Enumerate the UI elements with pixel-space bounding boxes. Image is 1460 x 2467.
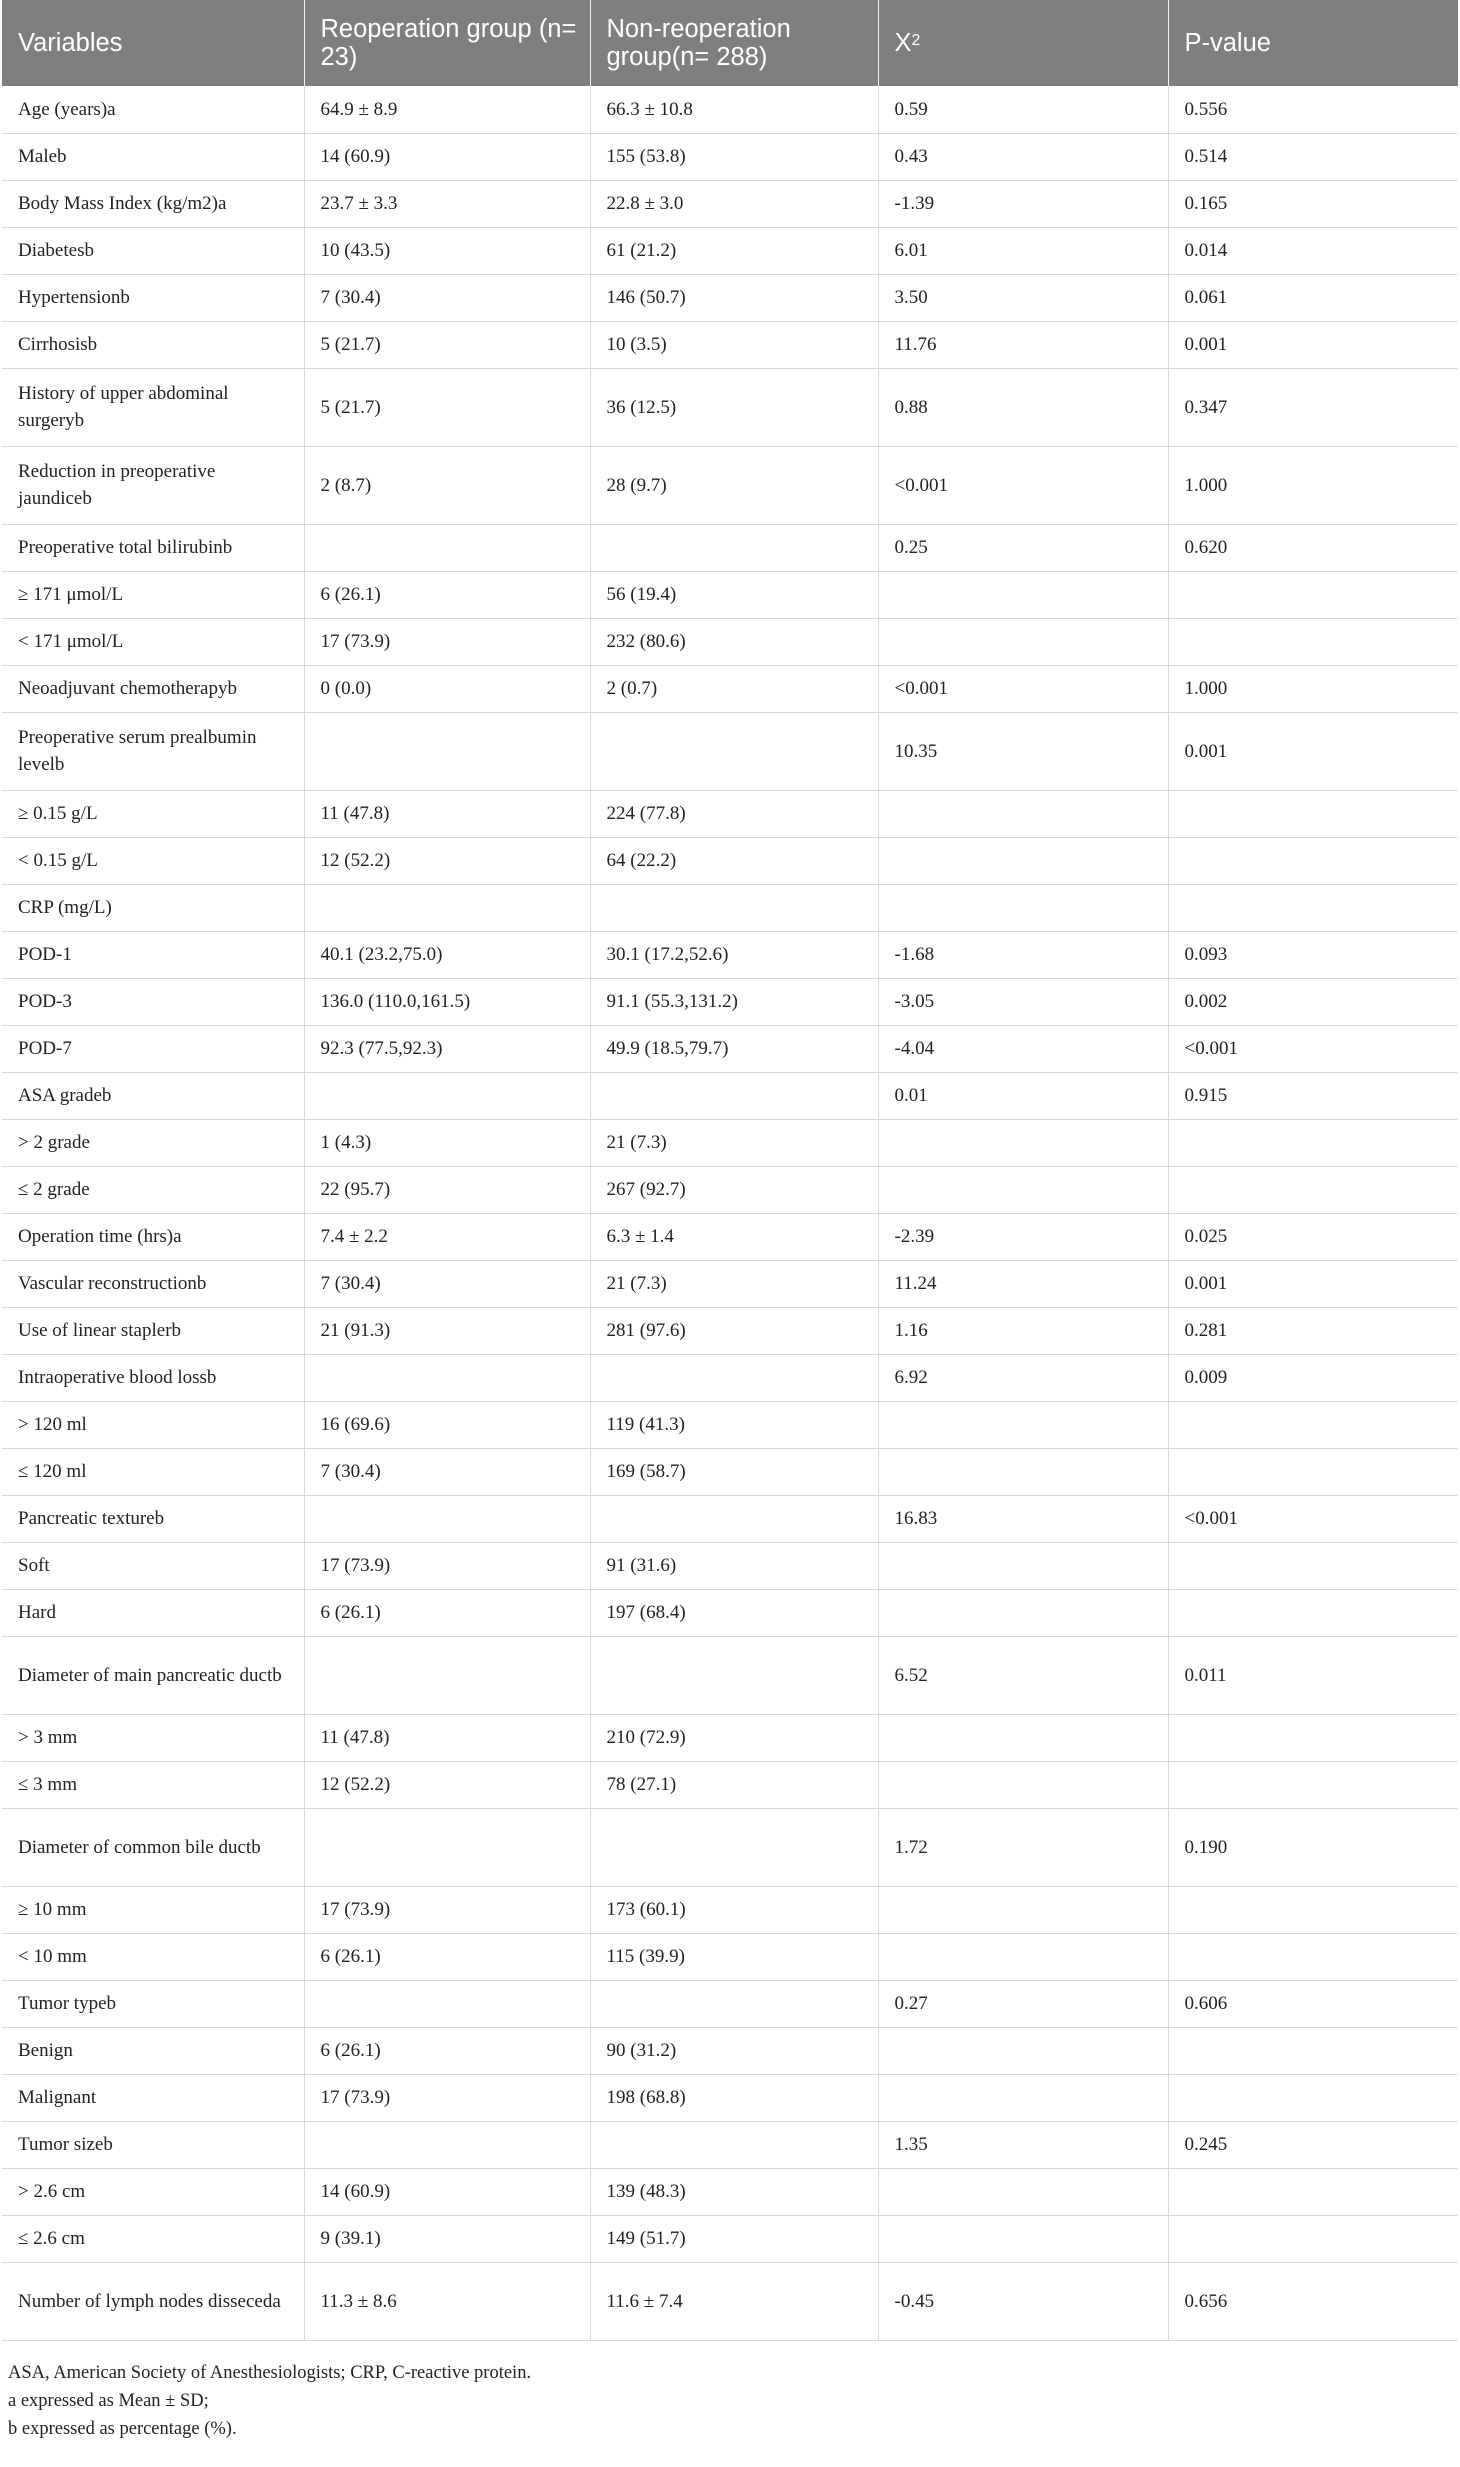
table-row <box>2 665 1458 712</box>
reoperation-cell: 136.0 (110.0,161.5) <box>304 978 590 1025</box>
table-row <box>2 133 1458 180</box>
p-value-cell: 0.165 <box>1168 180 1458 227</box>
p-value-cell <box>1168 1542 1458 1589</box>
non-reoperation-cell <box>590 2121 878 2168</box>
chi-square-cell <box>878 2027 1168 2074</box>
reoperation-cell: 17 (73.9) <box>304 2074 590 2121</box>
reoperation-cell: 1 (4.3) <box>304 1119 590 1166</box>
non-reoperation-cell: 281 (97.6) <box>590 1307 878 1354</box>
non-reoperation-cell: 267 (92.7) <box>590 1166 878 1213</box>
chi-square-cell <box>878 2168 1168 2215</box>
table-row <box>2 1542 1458 1589</box>
variable-cell: Hard <box>2 1589 304 1636</box>
table-row <box>2 790 1458 837</box>
header-chi-square <box>878 0 1168 86</box>
variable-cell: Number of lymph nodes disseceda <box>2 2262 304 2340</box>
chi-square-cell: 0.27 <box>878 1980 1168 2027</box>
table-row <box>2 86 1458 133</box>
table-row <box>2 321 1458 368</box>
non-reoperation-cell: 173 (60.1) <box>590 1886 878 1933</box>
table-row <box>2 1260 1458 1307</box>
p-value-cell: 0.514 <box>1168 133 1458 180</box>
chi-square-cell <box>878 1933 1168 1980</box>
variable-cell: < 10 mm <box>2 1933 304 1980</box>
reoperation-cell: 14 (60.9) <box>304 2168 590 2215</box>
variable-cell: Malignant <box>2 2074 304 2121</box>
variable-cell: ≤ 2 grade <box>2 1166 304 1213</box>
p-value-cell: 1.000 <box>1168 665 1458 712</box>
variable-cell: Soft <box>2 1542 304 1589</box>
p-value-cell <box>1168 2168 1458 2215</box>
table-row <box>2 274 1458 321</box>
table-row <box>2 618 1458 665</box>
non-reoperation-cell <box>590 524 878 571</box>
reoperation-cell: 11.3 ± 8.6 <box>304 2262 590 2340</box>
variable-cell: Pancreatic textureb <box>2 1495 304 1542</box>
header-p-value: P-value <box>1168 0 1458 86</box>
chi-square-cell <box>878 837 1168 884</box>
chi-square-cell: 0.88 <box>878 368 1168 446</box>
non-reoperation-cell: 91.1 (55.3,131.2) <box>590 978 878 1025</box>
p-value-cell: 0.061 <box>1168 274 1458 321</box>
non-reoperation-cell: 90 (31.2) <box>590 2027 878 2074</box>
non-reoperation-cell <box>590 1636 878 1714</box>
reoperation-cell: 7 (30.4) <box>304 1260 590 1307</box>
p-value-cell <box>1168 2215 1458 2262</box>
p-value-cell <box>1168 1448 1458 1495</box>
non-reoperation-cell: 2 (0.7) <box>590 665 878 712</box>
p-value-cell: 0.656 <box>1168 2262 1458 2340</box>
table-row <box>2 524 1458 571</box>
variable-cell: > 2 grade <box>2 1119 304 1166</box>
table-row <box>2 884 1458 931</box>
table-row <box>2 1354 1458 1401</box>
table-row <box>2 2168 1458 2215</box>
non-reoperation-cell: 210 (72.9) <box>590 1714 878 1761</box>
non-reoperation-cell: 91 (31.6) <box>590 1542 878 1589</box>
table-row <box>2 1808 1458 1886</box>
non-reoperation-cell: 146 (50.7) <box>590 274 878 321</box>
variable-cell: Diabetesb <box>2 227 304 274</box>
non-reoperation-cell: 6.3 ± 1.4 <box>590 1213 878 1260</box>
non-reoperation-cell <box>590 712 878 790</box>
variable-cell: Operation time (hrs)a <box>2 1213 304 1260</box>
p-value-cell <box>1168 1119 1458 1166</box>
chi-square-cell <box>878 1761 1168 1808</box>
p-value-cell: <0.001 <box>1168 1025 1458 1072</box>
chi-square-cell <box>878 1589 1168 1636</box>
chi-square-cell <box>878 1542 1168 1589</box>
chi-square-cell: -4.04 <box>878 1025 1168 1072</box>
chi-square-cell: 6.01 <box>878 227 1168 274</box>
table-row <box>2 1714 1458 1761</box>
reoperation-cell: 9 (39.1) <box>304 2215 590 2262</box>
non-reoperation-cell: 11.6 ± 7.4 <box>590 2262 878 2340</box>
chi-square-cell: 0.01 <box>878 1072 1168 1119</box>
non-reoperation-cell <box>590 884 878 931</box>
variable-cell: Preoperative serum prealbumin levelb <box>2 712 304 790</box>
non-reoperation-cell <box>590 1354 878 1401</box>
p-value-cell: 0.281 <box>1168 1307 1458 1354</box>
variable-cell: POD-1 <box>2 931 304 978</box>
non-reoperation-cell: 21 (7.3) <box>590 1260 878 1307</box>
p-value-cell <box>1168 1714 1458 1761</box>
chi-square-cell: 6.92 <box>878 1354 1168 1401</box>
chi-square-cell: 1.16 <box>878 1307 1168 1354</box>
variable-cell: Cirrhosisb <box>2 321 304 368</box>
chi-square-cell <box>878 1119 1168 1166</box>
non-reoperation-cell: 169 (58.7) <box>590 1448 878 1495</box>
non-reoperation-cell: 197 (68.4) <box>590 1589 878 1636</box>
reoperation-cell: 17 (73.9) <box>304 1886 590 1933</box>
variable-cell: Intraoperative blood lossb <box>2 1354 304 1401</box>
reoperation-cell <box>304 524 590 571</box>
reoperation-cell: 12 (52.2) <box>304 1761 590 1808</box>
chi-square-cell <box>878 2074 1168 2121</box>
reoperation-cell <box>304 1980 590 2027</box>
table-row <box>2 2215 1458 2262</box>
chi-square-cell: 11.24 <box>878 1260 1168 1307</box>
footnote-a: a expressed as Mean ± SD; <box>8 2390 209 2411</box>
table-row <box>2 1448 1458 1495</box>
non-reoperation-cell: 198 (68.8) <box>590 2074 878 2121</box>
p-value-cell: 0.190 <box>1168 1808 1458 1886</box>
reoperation-cell: 11 (47.8) <box>304 1714 590 1761</box>
chi-square-cell: 11.76 <box>878 321 1168 368</box>
header-row <box>2 0 1458 86</box>
reoperation-cell: 14 (60.9) <box>304 133 590 180</box>
table-row <box>2 1636 1458 1714</box>
chi-square-cell: <0.001 <box>878 446 1168 524</box>
chi-square-cell: 1.72 <box>878 1808 1168 1886</box>
p-value-cell <box>1168 2074 1458 2121</box>
reoperation-cell <box>304 712 590 790</box>
table-row <box>2 1980 1458 2027</box>
chi-square-cell <box>878 1448 1168 1495</box>
p-value-cell <box>1168 1401 1458 1448</box>
chi-square-cell <box>878 571 1168 618</box>
reoperation-cell: 0 (0.0) <box>304 665 590 712</box>
table-row <box>2 1933 1458 1980</box>
non-reoperation-cell: 30.1 (17.2,52.6) <box>590 931 878 978</box>
reoperation-cell: 40.1 (23.2,75.0) <box>304 931 590 978</box>
variable-cell: ≤ 120 ml <box>2 1448 304 1495</box>
non-reoperation-cell: 78 (27.1) <box>590 1761 878 1808</box>
table-row <box>2 1495 1458 1542</box>
p-value-cell: 0.001 <box>1168 712 1458 790</box>
p-value-cell: 0.093 <box>1168 931 1458 978</box>
variable-cell: Age (years)a <box>2 86 304 133</box>
non-reoperation-cell: 22.8 ± 3.0 <box>590 180 878 227</box>
chi-square-cell: -3.05 <box>878 978 1168 1025</box>
chi-square-cell: 0.59 <box>878 86 1168 133</box>
p-value-cell <box>1168 1761 1458 1808</box>
reoperation-cell <box>304 1636 590 1714</box>
p-value-cell: 0.009 <box>1168 1354 1458 1401</box>
variable-cell: ASA gradeb <box>2 1072 304 1119</box>
reoperation-cell: 7.4 ± 2.2 <box>304 1213 590 1260</box>
reoperation-cell <box>304 1072 590 1119</box>
chi-square-cell <box>878 884 1168 931</box>
chi-square-cell <box>878 1714 1168 1761</box>
non-reoperation-cell <box>590 1808 878 1886</box>
non-reoperation-cell <box>590 1495 878 1542</box>
chi-square-cell: -0.45 <box>878 2262 1168 2340</box>
non-reoperation-cell: 10 (3.5) <box>590 321 878 368</box>
table-row <box>2 1401 1458 1448</box>
non-reoperation-cell: 28 (9.7) <box>590 446 878 524</box>
table-row <box>2 227 1458 274</box>
header-reoperation-group: Reoperation group (n= 23) <box>304 0 590 86</box>
chi-square-cell: -1.68 <box>878 931 1168 978</box>
reoperation-cell: 16 (69.6) <box>304 1401 590 1448</box>
chi-square-cell: 0.43 <box>878 133 1168 180</box>
non-reoperation-cell <box>590 1072 878 1119</box>
p-value-cell <box>1168 2027 1458 2074</box>
variable-cell: History of upper abdominal surgeryb <box>2 368 304 446</box>
table-row <box>2 571 1458 618</box>
footnotes <box>8 2359 1460 2443</box>
variable-cell: POD-7 <box>2 1025 304 1072</box>
variable-cell: Diameter of common bile ductb <box>2 1808 304 1886</box>
variable-cell: ≥ 0.15 g/L <box>2 790 304 837</box>
variable-cell: Diameter of main pancreatic ductb <box>2 1636 304 1714</box>
p-value-cell: <0.001 <box>1168 1495 1458 1542</box>
variable-cell: Vascular reconstructionb <box>2 1260 304 1307</box>
table-row <box>2 712 1458 790</box>
table-row <box>2 1589 1458 1636</box>
reoperation-cell: 6 (26.1) <box>304 571 590 618</box>
variable-cell: Tumor typeb <box>2 1980 304 2027</box>
chi-square-cell: <0.001 <box>878 665 1168 712</box>
table-row <box>2 2027 1458 2074</box>
table-row <box>2 1072 1458 1119</box>
header-chi-square-superscript: 2 <box>911 32 921 49</box>
reoperation-cell <box>304 884 590 931</box>
variable-cell: Tumor sizeb <box>2 2121 304 2168</box>
non-reoperation-cell: 56 (19.4) <box>590 571 878 618</box>
reoperation-cell: 17 (73.9) <box>304 618 590 665</box>
non-reoperation-cell: 149 (51.7) <box>590 2215 878 2262</box>
chi-square-cell <box>878 1166 1168 1213</box>
reoperation-cell: 12 (52.2) <box>304 837 590 884</box>
variable-cell: Body Mass Index (kg/m2)a <box>2 180 304 227</box>
non-reoperation-cell: 155 (53.8) <box>590 133 878 180</box>
reoperation-cell: 17 (73.9) <box>304 1542 590 1589</box>
reoperation-cell: 92.3 (77.5,92.3) <box>304 1025 590 1072</box>
table-row <box>2 2074 1458 2121</box>
p-value-cell: 0.001 <box>1168 321 1458 368</box>
footnote-abbreviations: ASA, American Society of Anesthesiologists; CRP, C-reactive protein. <box>8 2362 532 2383</box>
p-value-cell: 0.011 <box>1168 1636 1458 1714</box>
reoperation-cell: 6 (26.1) <box>304 2027 590 2074</box>
variable-cell: ≥ 10 mm <box>2 1886 304 1933</box>
non-reoperation-cell: 119 (41.3) <box>590 1401 878 1448</box>
non-reoperation-cell: 232 (80.6) <box>590 618 878 665</box>
variable-cell: Hypertensionb <box>2 274 304 321</box>
chi-square-cell <box>878 1401 1168 1448</box>
header-non-reoperation-group: Non-reoperation group(n= 288) <box>590 0 878 86</box>
variable-cell: Use of linear staplerb <box>2 1307 304 1354</box>
chi-square-cell: -2.39 <box>878 1213 1168 1260</box>
reoperation-cell: 10 (43.5) <box>304 227 590 274</box>
chi-square-cell <box>878 790 1168 837</box>
p-value-cell <box>1168 790 1458 837</box>
table-row <box>2 1166 1458 1213</box>
non-reoperation-cell: 61 (21.2) <box>590 227 878 274</box>
non-reoperation-cell <box>590 1980 878 2027</box>
variable-cell: Reduction in preoperative jaundiceb <box>2 446 304 524</box>
p-value-cell: 0.014 <box>1168 227 1458 274</box>
reoperation-cell: 22 (95.7) <box>304 1166 590 1213</box>
reoperation-cell: 7 (30.4) <box>304 274 590 321</box>
p-value-cell <box>1168 1589 1458 1636</box>
table-row <box>2 1886 1458 1933</box>
table-row <box>2 368 1458 446</box>
non-reoperation-cell: 139 (48.3) <box>590 2168 878 2215</box>
table-row <box>2 978 1458 1025</box>
variable-cell: Neoadjuvant chemotherapyb <box>2 665 304 712</box>
reoperation-cell: 11 (47.8) <box>304 790 590 837</box>
reoperation-cell: 7 (30.4) <box>304 1448 590 1495</box>
variable-cell: Maleb <box>2 133 304 180</box>
chi-square-cell: 1.35 <box>878 2121 1168 2168</box>
p-value-cell: 0.620 <box>1168 524 1458 571</box>
table-row <box>2 1213 1458 1260</box>
reoperation-cell: 21 (91.3) <box>304 1307 590 1354</box>
p-value-cell <box>1168 1886 1458 1933</box>
variable-cell: POD-3 <box>2 978 304 1025</box>
variable-cell: ≥ 171 μmol/L <box>2 571 304 618</box>
p-value-cell <box>1168 1933 1458 1980</box>
p-value-cell <box>1168 837 1458 884</box>
reoperation-cell: 2 (8.7) <box>304 446 590 524</box>
data-table <box>2 0 1458 2341</box>
chi-square-cell: -1.39 <box>878 180 1168 227</box>
reoperation-cell <box>304 1808 590 1886</box>
non-reoperation-cell: 115 (39.9) <box>590 1933 878 1980</box>
table-row <box>2 1307 1458 1354</box>
variable-cell: > 2.6 cm <box>2 2168 304 2215</box>
p-value-cell: 0.025 <box>1168 1213 1458 1260</box>
reoperation-cell <box>304 1354 590 1401</box>
header-chi-square-base: X <box>894 29 912 57</box>
chi-square-cell <box>878 618 1168 665</box>
reoperation-cell <box>304 2121 590 2168</box>
chi-square-cell: 10.35 <box>878 712 1168 790</box>
variable-cell: Benign <box>2 2027 304 2074</box>
p-value-cell: 1.000 <box>1168 446 1458 524</box>
reoperation-cell: 5 (21.7) <box>304 321 590 368</box>
table-row <box>2 2262 1458 2340</box>
non-reoperation-cell: 21 (7.3) <box>590 1119 878 1166</box>
reoperation-cell: 23.7 ± 3.3 <box>304 180 590 227</box>
table-row <box>2 446 1458 524</box>
variable-cell: ≤ 3 mm <box>2 1761 304 1808</box>
p-value-cell: 0.002 <box>1168 978 1458 1025</box>
variable-cell: CRP (mg/L) <box>2 884 304 931</box>
table-row <box>2 1025 1458 1072</box>
chi-square-cell <box>878 1886 1168 1933</box>
table-row <box>2 931 1458 978</box>
non-reoperation-cell: 49.9 (18.5,79.7) <box>590 1025 878 1072</box>
header-variables: Variables <box>2 0 304 86</box>
chi-square-cell: 6.52 <box>878 1636 1168 1714</box>
table-row <box>2 837 1458 884</box>
variable-cell: ≤ 2.6 cm <box>2 2215 304 2262</box>
p-value-cell: 0.915 <box>1168 1072 1458 1119</box>
p-value-cell: 0.347 <box>1168 368 1458 446</box>
table-row <box>2 180 1458 227</box>
reoperation-cell: 6 (26.1) <box>304 1933 590 1980</box>
chi-square-cell: 0.25 <box>878 524 1168 571</box>
variable-cell: > 120 ml <box>2 1401 304 1448</box>
table-body <box>2 86 1458 2340</box>
variable-cell: Preoperative total bilirubinb <box>2 524 304 571</box>
table-row <box>2 1761 1458 1808</box>
p-value-cell <box>1168 618 1458 665</box>
p-value-cell <box>1168 1166 1458 1213</box>
non-reoperation-cell: 36 (12.5) <box>590 368 878 446</box>
reoperation-cell: 6 (26.1) <box>304 1589 590 1636</box>
footnote-b: b expressed as percentage (%). <box>8 2418 237 2439</box>
table-row <box>2 2121 1458 2168</box>
reoperation-cell: 64.9 ± 8.9 <box>304 86 590 133</box>
p-value-cell: 0.606 <box>1168 1980 1458 2027</box>
chi-square-cell: 16.83 <box>878 1495 1168 1542</box>
reoperation-cell <box>304 1495 590 1542</box>
variable-cell: < 171 μmol/L <box>2 618 304 665</box>
non-reoperation-cell: 66.3 ± 10.8 <box>590 86 878 133</box>
p-value-cell <box>1168 884 1458 931</box>
non-reoperation-cell: 224 (77.8) <box>590 790 878 837</box>
reoperation-cell: 5 (21.7) <box>304 368 590 446</box>
p-value-cell: 0.245 <box>1168 2121 1458 2168</box>
chi-square-cell <box>878 2215 1168 2262</box>
variable-cell: > 3 mm <box>2 1714 304 1761</box>
variable-cell: < 0.15 g/L <box>2 837 304 884</box>
p-value-cell: 0.001 <box>1168 1260 1458 1307</box>
p-value-cell <box>1168 571 1458 618</box>
chi-square-cell: 3.50 <box>878 274 1168 321</box>
non-reoperation-cell: 64 (22.2) <box>590 837 878 884</box>
p-value-cell: 0.556 <box>1168 86 1458 133</box>
table-row <box>2 1119 1458 1166</box>
